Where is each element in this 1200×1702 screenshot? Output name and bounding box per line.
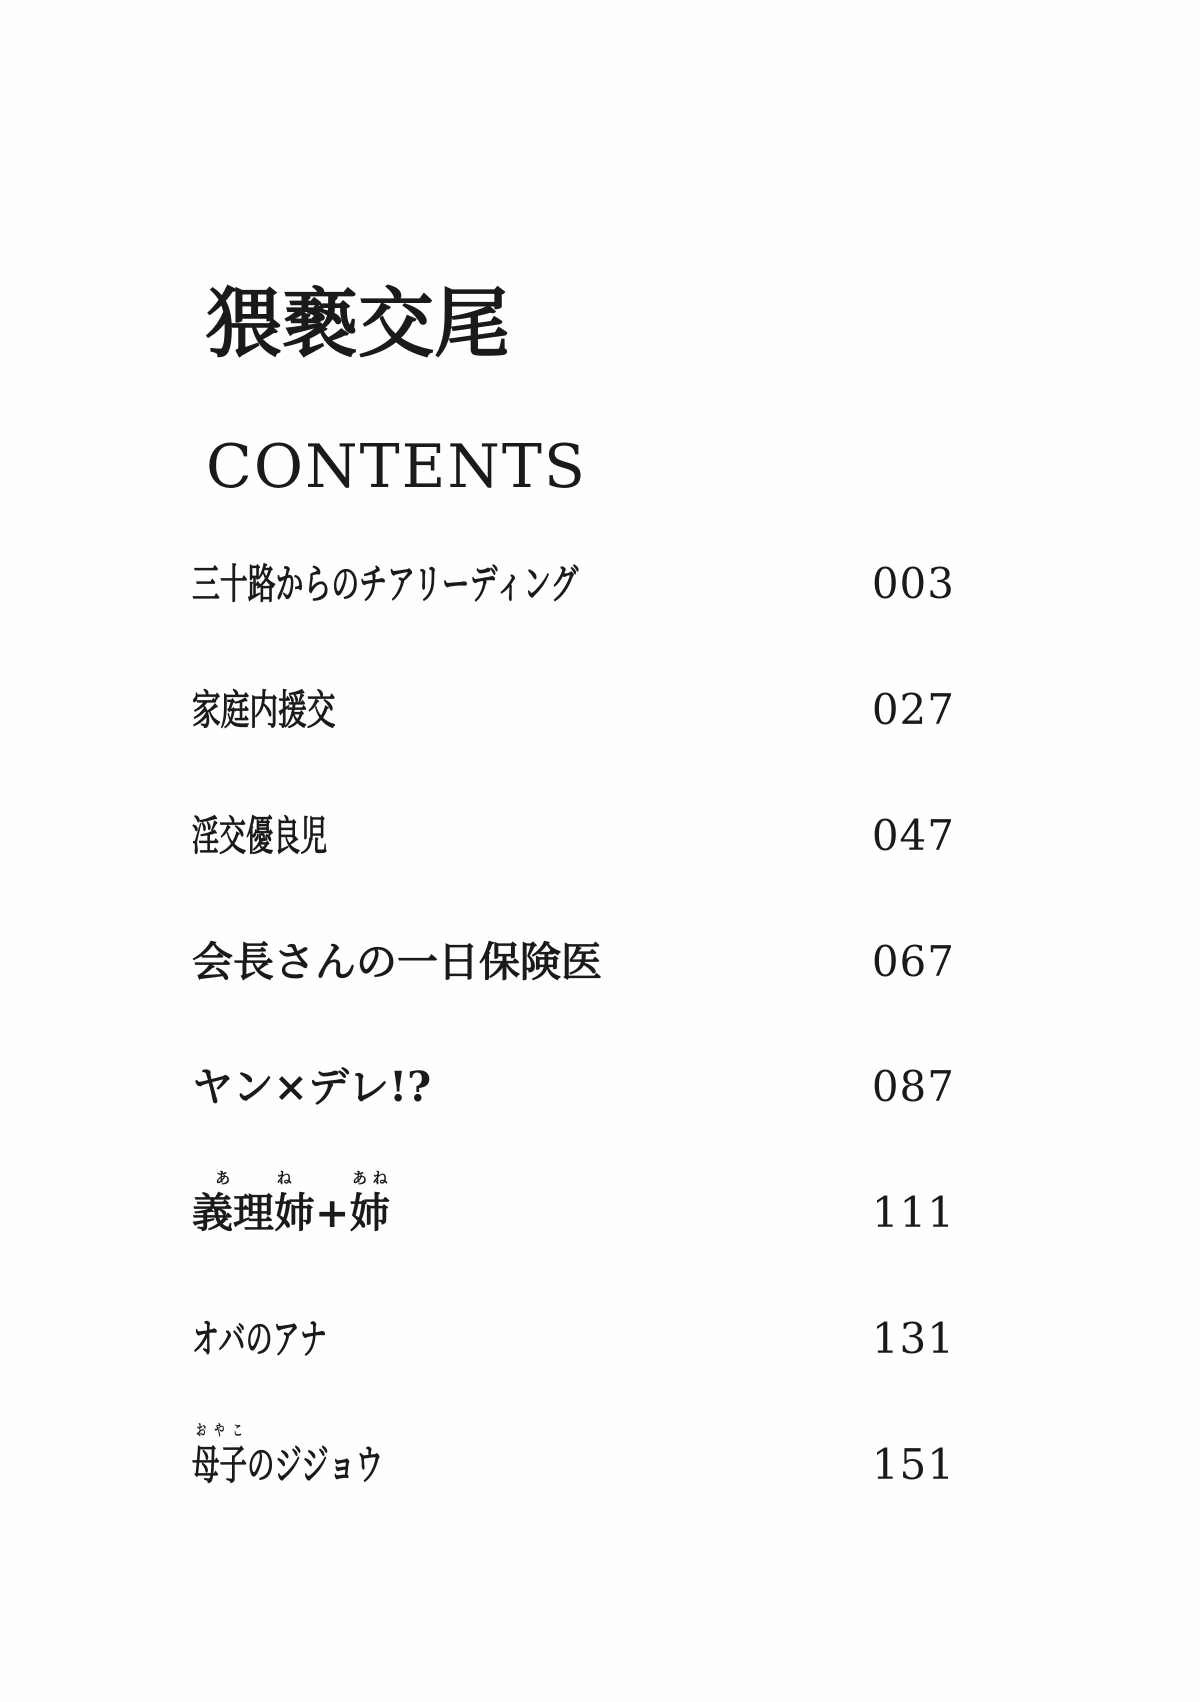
toc-title-ruby-base: あ ね 義理姉 bbox=[192, 1169, 315, 1237]
toc-entry-page-number: 131 bbox=[871, 1314, 955, 1363]
toc-title-furigana: あ ね bbox=[215, 1169, 292, 1187]
toc-entry bbox=[192, 1169, 955, 1237]
toc-entry-title: 淫交優良児 bbox=[192, 812, 328, 860]
toc-title-ruby-base: あ ね 姉 bbox=[349, 1169, 391, 1237]
toc-entry-title: オバのアナ bbox=[192, 1315, 327, 1363]
toc-entry-title: 会長さんの一日保険医 bbox=[192, 938, 602, 986]
toc-entry-page-number: 003 bbox=[871, 559, 955, 608]
toc-entry-title: お や こ 母子のジジョウ bbox=[192, 1421, 384, 1489]
toc-title-furigana: あ ね bbox=[352, 1169, 388, 1187]
contents-heading: CONTENTS bbox=[206, 432, 588, 502]
toc-title-furigana: お や こ bbox=[196, 1421, 243, 1439]
toc-entry-page-number: 151 bbox=[871, 1440, 955, 1489]
toc-entry bbox=[192, 1421, 955, 1489]
toc-entry-title: あ ね 義理姉+ あ ね 姉 bbox=[192, 1169, 391, 1237]
toc-entry-page-number: 111 bbox=[871, 1188, 955, 1237]
toc-entry-title: 三十路からのチアリーディング bbox=[192, 560, 579, 608]
toc-entry bbox=[192, 1062, 955, 1111]
toc-entry bbox=[192, 937, 955, 986]
toc-entry-title: 家庭内援交 bbox=[192, 686, 336, 734]
toc-entry-page-number: 047 bbox=[871, 811, 955, 860]
toc-entry bbox=[192, 559, 955, 608]
toc-entry bbox=[192, 1314, 955, 1363]
toc-entry-page-number: 067 bbox=[871, 937, 955, 986]
toc-entry-page-number: 027 bbox=[871, 685, 955, 734]
toc-title-ruby-base: お や こ 母子 bbox=[192, 1421, 247, 1489]
toc-list bbox=[192, 0, 955, 1702]
toc-entry bbox=[192, 685, 955, 734]
toc-entry-page-number: 087 bbox=[871, 1062, 955, 1111]
book-title: 猥褻交尾 bbox=[206, 279, 510, 368]
toc-entry bbox=[192, 811, 955, 860]
toc-entry-title: ヤン×デレ!? bbox=[192, 1063, 432, 1111]
